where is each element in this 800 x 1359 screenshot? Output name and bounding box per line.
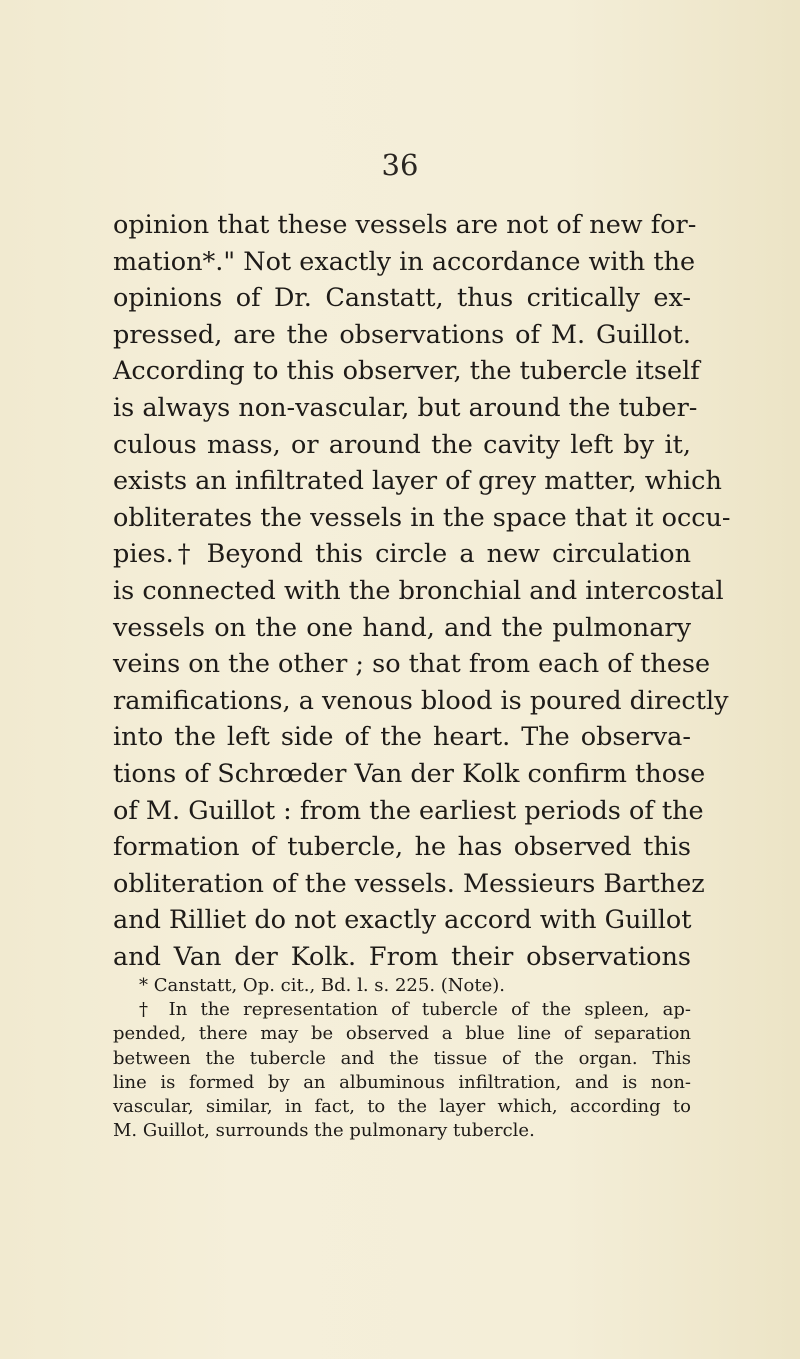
body-line: formation of tubercle, he has observed this [113, 832, 691, 863]
body-line: tions of Schrœder Van der Kolk confirm those [113, 758, 706, 789]
body-line: of M. Guillot : from the earliest periods of the [113, 795, 704, 826]
footnote-line: line is formed by an albuminous infiltration, and is non- [113, 1071, 691, 1093]
footnote-line: M. Guillot, surrounds the pulmonary tubercle. [113, 1120, 535, 1142]
footnote-line: vascular, similar, in fact, to the layer which, according to [113, 1095, 691, 1117]
footnote-line: between the tubercle and the tissue of the organ. This [113, 1047, 691, 1069]
body-line: ramifications, a venous blood is poured directly [113, 685, 729, 716]
body-line: vessels on the one hand, and the pulmonary [113, 612, 691, 643]
body-line: veins on the other ; so that from each of these [113, 649, 711, 680]
footnotes [113, 974, 691, 1143]
body-line: pressed, are the observations of M. Guillot. [113, 319, 691, 350]
body-line: According to this observer, the tubercle itself [113, 356, 700, 387]
body-line: pies.† Beyond this circle a new circulation [113, 539, 691, 570]
body-line: and Van der Kolk. From their observations [113, 941, 691, 972]
body-line: opinion that these vessels are not of new for- [113, 210, 697, 240]
body-line: exists an infiltrated layer of grey matter, which [113, 466, 722, 497]
body-line: and Rilliet do not exactly accord with Guillot [113, 905, 692, 936]
body-line: culous mass, or around the cavity left by it, [113, 429, 691, 460]
body-line: is always non-vascular, but around the tuber- [113, 392, 698, 423]
body-line: mation*." Not exactly in accordance with the [113, 246, 696, 277]
body-line: obliteration of the vessels. Messieurs Barthez [113, 868, 705, 899]
body-line: is connected with the bronchial and intercostal [113, 575, 724, 606]
page-number: 36 [381, 148, 419, 182]
body-text [113, 207, 731, 975]
body-line: opinions of Dr. Canstatt, thus critically ex- [113, 283, 691, 314]
body-line: into the left side of the heart. The observa- [113, 722, 691, 753]
footnote-line: * Canstatt, Op. cit., Bd. l. s. 225. (Note). [139, 975, 506, 996]
body-line: obliterates the vessels in the space that it occu- [113, 502, 731, 533]
footnote-line: pended, there may be observed a blue line of separation [113, 1023, 691, 1045]
footnote-line: † In the representation of tubercle of the spleen, ap- [139, 999, 691, 1021]
